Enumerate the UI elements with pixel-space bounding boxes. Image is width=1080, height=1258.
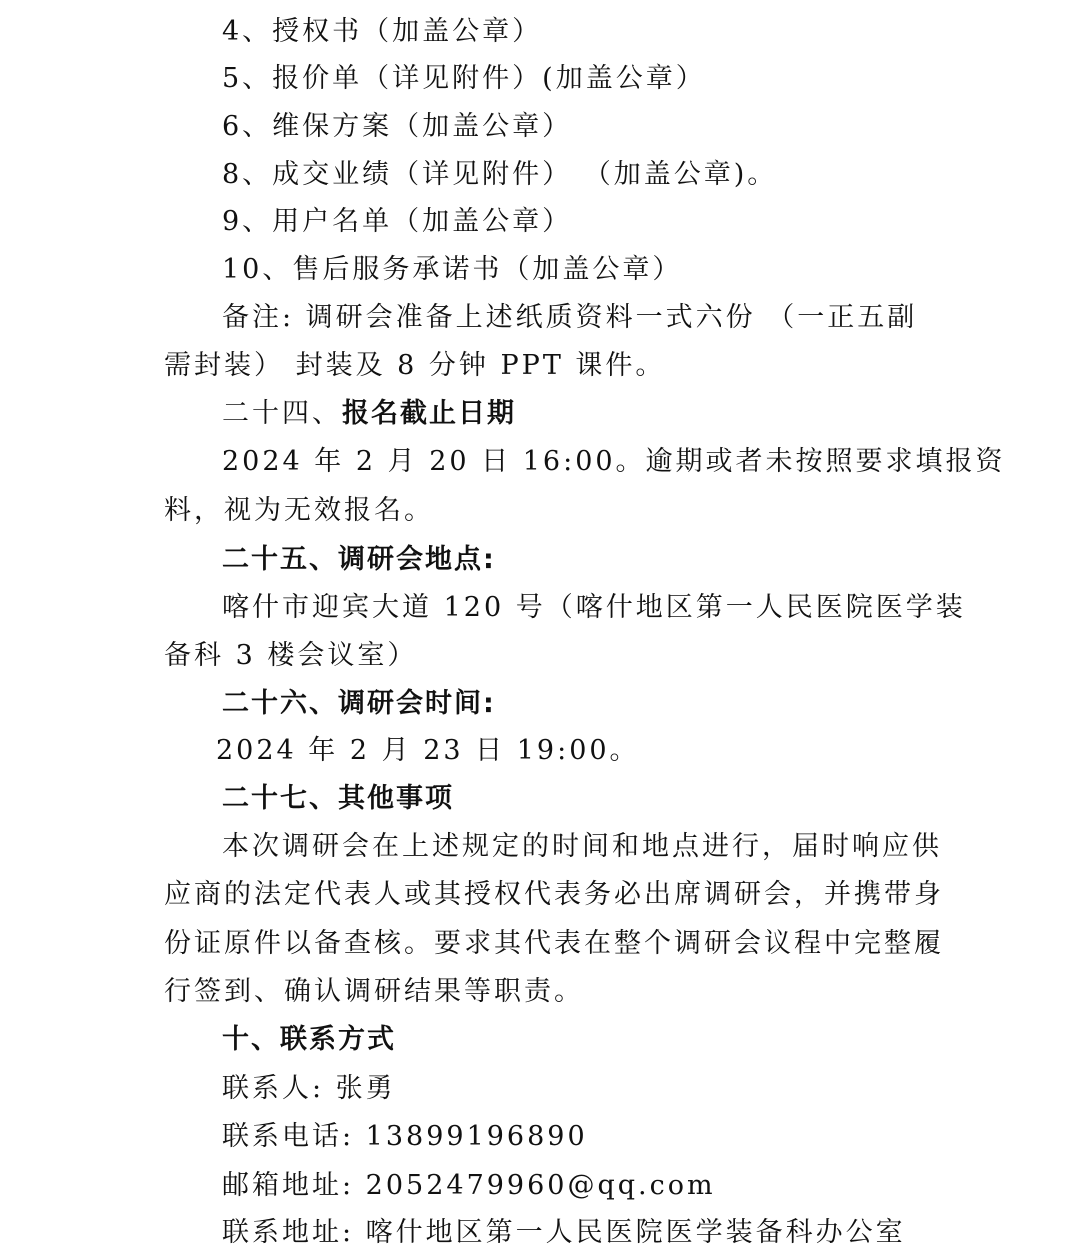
other-line-3: 份证原件以备查核。要求其代表在整个调研会议程中完整履	[164, 928, 944, 959]
contact-email: 邮箱地址: 2052479960@qq.com	[222, 1170, 716, 1201]
section-10-heading: 十、联系方式	[222, 1024, 396, 1055]
section-25-heading: 二十五、调研会地点:	[222, 544, 496, 575]
section-24-heading	[222, 396, 516, 432]
list-item-performance: 8、成交业绩（详见附件） （加盖公章)。	[222, 159, 778, 190]
section-26-heading: 二十六、调研会时间:	[222, 688, 496, 719]
list-item-user-list: 9、用户名单（加盖公章）	[222, 206, 573, 237]
list-item-after-sales: 10、售后服务承诺书（加盖公章）	[222, 254, 683, 285]
list-item-authorization: 4、授权书（加盖公章）	[222, 16, 543, 47]
other-line-2: 应商的法定代表人或其授权代表务必出席调研会，并携带身	[164, 879, 944, 910]
note-line-1: 备注: 调研会准备上述纸质资料一式六份 （一正五副	[222, 302, 918, 333]
deadline-line-2: 料，视为无效报名。	[164, 495, 434, 526]
section-27-heading: 二十七、其他事项	[222, 783, 454, 814]
contact-address: 联系地址: 喀什地区第一人民医院医学装备科办公室	[222, 1217, 906, 1248]
location-line-2: 备科 3 楼会议室）	[164, 640, 418, 671]
list-item-quotation: 5、报价单（详见附件）(加盖公章）	[222, 63, 706, 94]
section-24-title: 报名截止日期	[342, 398, 516, 429]
meeting-time: 2024 年 2 月 23 日 19:00。	[216, 735, 640, 766]
deadline-line-1: 2024 年 2 月 20 日 16:00。逾期或者未按照要求填报资	[222, 446, 1006, 477]
other-line-1: 本次调研会在上述规定的时间和地点进行，届时响应供	[222, 831, 942, 862]
contact-person: 联系人: 张勇	[222, 1073, 396, 1104]
other-line-4: 行签到、确认调研结果等职责。	[164, 976, 584, 1007]
note-line-2: 需封装） 封装及 8 分钟 PPT 课件。	[164, 350, 666, 381]
location-line-1: 喀什市迎宾大道 120 号（喀什地区第一人民医院医学装	[222, 592, 966, 623]
list-item-maintenance-plan: 6、维保方案（加盖公章）	[222, 111, 573, 142]
contact-phone: 联系电话: 13899196890	[222, 1121, 588, 1152]
section-24-prefix: 二十四、	[222, 398, 342, 429]
